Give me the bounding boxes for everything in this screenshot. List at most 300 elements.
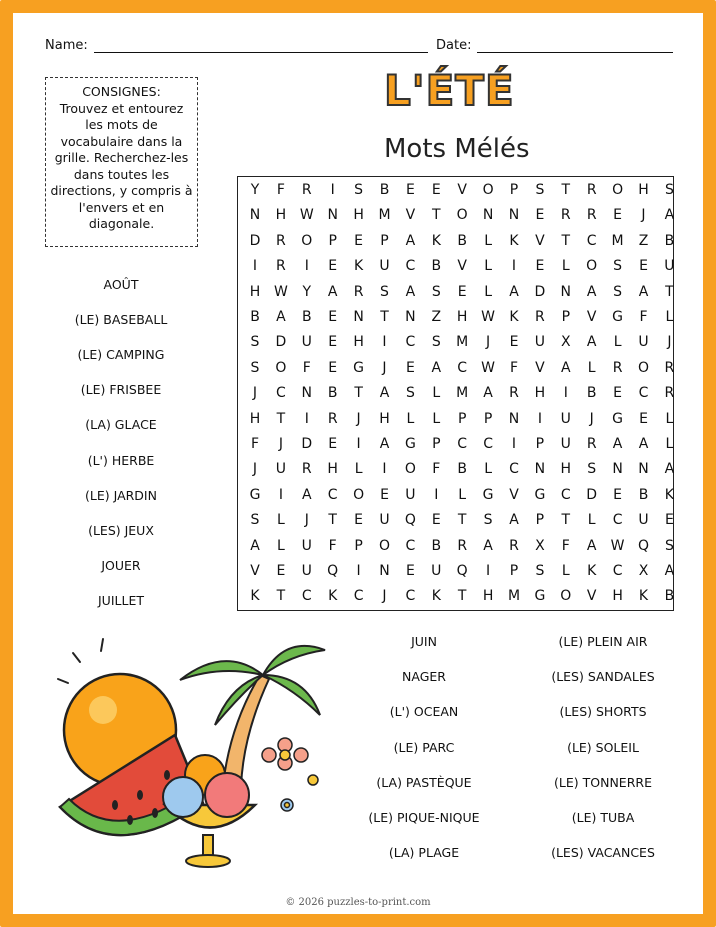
grid-letter[interactable]: R [664,359,675,376]
grid-letter[interactable]: L [276,512,285,529]
grid-letter[interactable]: P [509,563,519,579]
grid-letter[interactable]: M [456,334,469,351]
grid-letter[interactable]: F [328,537,337,554]
grid-letter[interactable]: I [563,385,568,402]
grid-letter[interactable]: H [249,283,261,300]
grid-letter[interactable]: R [560,207,571,224]
grid-letter[interactable]: N [249,207,261,224]
grid-letter[interactable]: G [249,486,261,503]
grid-letter[interactable]: C [560,486,571,503]
grid-letter[interactable]: A [302,486,312,503]
grid-letter[interactable]: A [405,283,416,300]
grid-letter[interactable]: C [405,334,416,351]
grid-letter[interactable]: A [664,207,675,224]
grid-letter[interactable]: V [509,486,519,503]
grid-letter[interactable]: Q [456,563,468,579]
grid-letter[interactable]: I [382,461,387,478]
grid-letter[interactable]: L [613,334,622,351]
grid-letter[interactable]: T [276,588,286,605]
grid-letter[interactable]: R [586,182,597,198]
grid-letter[interactable]: A [664,563,675,579]
grid-letter[interactable]: K [328,588,338,605]
grid-letter[interactable]: C [612,563,623,579]
grid-letter[interactable]: L [484,283,492,300]
grid-letter[interactable]: U [405,486,416,503]
grid-letter[interactable]: C [353,588,364,605]
grid-letter[interactable]: O [612,182,624,198]
grid-letter[interactable]: C [457,359,468,376]
grid-letter[interactable]: U [379,258,390,275]
grid-letter[interactable]: U [638,334,649,351]
grid-letter[interactable]: Y [302,283,312,300]
grid-letter[interactable]: H [327,461,338,478]
grid-letter[interactable]: F [250,436,260,452]
grid-letter[interactable]: H [379,410,390,427]
grid-letter[interactable]: Q [404,512,416,529]
grid-letter[interactable]: E [613,207,623,224]
grid-letter[interactable]: L [484,232,492,249]
grid-letter[interactable]: G [482,486,494,503]
grid-letter[interactable]: L [406,410,415,427]
grid-letter[interactable]: A [586,283,597,300]
grid-letter[interactable]: W [481,359,496,376]
grid-letter[interactable]: H [249,410,261,427]
grid-letter[interactable]: N [405,309,416,325]
grid-letter[interactable]: R [612,359,623,376]
grid-letter[interactable]: E [328,359,338,376]
grid-letter[interactable]: J [589,410,594,427]
grid-letter[interactable]: U [379,512,390,529]
grid-letter[interactable]: L [484,461,492,478]
grid-letter[interactable]: L [587,359,596,376]
name-field[interactable] [94,38,428,53]
grid-letter[interactable]: B [586,385,597,402]
grid-letter[interactable]: E [380,486,389,503]
grid-letter[interactable]: B [301,309,312,325]
grid-letter[interactable]: K [431,232,441,249]
grid-letter[interactable]: A [638,283,649,300]
grid-letter[interactable]: S [483,512,493,529]
grid-letter[interactable]: E [613,486,623,503]
grid-letter[interactable]: O [275,359,287,376]
grid-letter[interactable]: R [457,537,468,554]
grid-letter[interactable]: N [508,207,520,224]
grid-letter[interactable]: B [664,232,675,249]
grid-letter[interactable]: U [301,537,312,554]
grid-letter[interactable]: A [586,334,597,351]
grid-letter[interactable]: B [431,537,442,554]
grid-letter[interactable]: E [405,359,415,376]
grid-letter[interactable]: W [481,309,496,325]
grid-letter[interactable]: G [534,588,546,605]
grid-letter[interactable]: A [509,283,519,300]
grid-letter[interactable]: A [638,436,649,452]
grid-letter[interactable]: E [639,258,648,275]
grid-letter[interactable]: V [250,563,260,579]
grid-letter[interactable]: J [382,588,387,605]
grid-letter[interactable]: S [380,283,389,300]
grid-letter[interactable]: O [353,486,365,503]
grid-letter[interactable]: H [353,334,364,351]
grid-letter[interactable]: R [276,232,286,249]
grid-letter[interactable]: I [537,410,542,427]
grid-letter[interactable]: U [664,258,675,275]
grid-letter[interactable]: V [405,207,416,224]
grid-letter[interactable]: D [586,486,598,503]
grid-letter[interactable]: T [457,512,467,529]
grid-letter[interactable]: I [486,563,491,579]
grid-letter[interactable]: V [457,258,467,275]
grid-letter[interactable]: E [509,334,519,351]
grid-letter[interactable]: C [405,258,416,275]
grid-letter[interactable]: B [327,385,338,402]
grid-letter[interactable]: U [431,563,442,579]
grid-letter[interactable]: I [330,182,335,198]
grid-letter[interactable]: G [534,486,546,503]
grid-letter[interactable]: C [405,537,416,554]
grid-letter[interactable]: N [482,207,494,224]
word-list-item: (LE) PIQUE-NIQUE [368,810,480,825]
grid-letter[interactable]: D [249,232,261,249]
grid-letter[interactable]: E [276,563,286,579]
grid-letter[interactable]: E [354,232,364,249]
grid-letter[interactable]: Y [250,182,260,198]
grid-letter[interactable]: P [354,537,363,554]
grid-letter[interactable]: L [432,410,441,427]
grid-letter[interactable]: U [560,436,571,452]
grid-letter[interactable]: J [356,410,361,427]
grid-letter[interactable]: S [613,283,623,300]
grid-letter[interactable]: T [380,309,389,325]
grid-letter[interactable]: H [612,588,623,605]
grid-letter[interactable]: C [509,461,519,478]
grid-letter[interactable]: A [509,512,519,529]
grid-letter[interactable]: C [483,436,493,452]
grid-letter[interactable]: S [587,461,597,478]
grid-letter[interactable]: B [457,461,467,478]
grid-letter[interactable]: A [431,359,442,376]
grid-letter[interactable]: S [535,182,545,198]
grid-letter[interactable]: R [509,385,519,402]
grid-letter[interactable]: U [534,334,546,351]
grid-letter[interactable]: F [432,461,441,478]
grid-letter[interactable]: N [560,283,572,300]
grid-letter[interactable]: D [301,436,313,452]
grid-letter[interactable]: W [273,283,288,300]
grid-letter[interactable]: A [379,385,390,402]
grid-letter[interactable]: U [275,461,287,478]
grid-letter[interactable]: I [356,563,361,579]
grid-letter[interactable]: E [328,258,338,275]
grid-letter[interactable]: J [641,207,646,224]
grid-letter[interactable]: B [457,232,467,249]
grid-letter[interactable]: T [457,588,467,605]
grid-letter[interactable]: L [276,537,285,554]
grid-letter[interactable]: P [457,410,467,427]
grid-letter[interactable]: T [561,512,571,529]
grid-letter[interactable]: E [457,283,467,300]
grid-letter[interactable]: R [301,461,312,478]
grid-letter[interactable]: N [353,309,364,325]
grid-letter[interactable]: G [404,436,416,452]
grid-letter[interactable]: P [509,182,519,198]
grid-letter[interactable]: A [483,537,493,554]
grid-letter[interactable]: R [353,283,364,300]
grid-letter[interactable]: S [250,359,260,376]
grid-letter[interactable]: I [434,486,439,503]
word-list-item: JUILLET [98,592,144,608]
grid-letter[interactable]: Q [327,563,339,579]
grid-letter[interactable]: M [507,588,521,605]
word-list-item: JOUER [101,557,141,573]
grid-letter[interactable]: F [302,359,311,376]
grid-letter[interactable]: V [586,309,597,325]
grid-letter[interactable]: U [560,410,571,427]
grid-letter[interactable]: K [509,309,519,325]
grid-letter[interactable]: V [535,359,545,376]
grid-letter[interactable]: M [456,385,469,402]
grid-letter[interactable]: E [613,385,623,402]
grid-letter[interactable]: I [278,486,283,503]
grid-letter[interactable]: C [586,232,597,249]
grid-letter[interactable]: A [250,537,260,554]
grid-letter[interactable]: E [664,512,674,529]
grid-letter[interactable]: K [250,588,260,605]
grid-letter[interactable]: J [382,359,387,376]
grid-letter[interactable]: O [456,207,468,224]
grid-letter[interactable]: P [328,232,337,249]
grid-letter[interactable]: G [612,410,624,427]
grid-letter[interactable]: E [431,182,441,198]
grid-letter[interactable]: P [380,232,389,249]
grid-letter[interactable]: F [639,309,648,325]
grid-letter[interactable]: S [664,182,674,198]
grid-letter[interactable]: R [327,410,338,427]
grid-letter[interactable]: Q [637,537,650,554]
grid-letter[interactable]: S [664,537,674,554]
grid-letter[interactable]: L [665,309,674,325]
grid-letter[interactable]: H [482,588,494,605]
grid-letter[interactable]: I [304,410,309,427]
grid-letter[interactable]: T [328,512,337,529]
grid-letter[interactable]: O [378,537,391,554]
grid-letter[interactable]: F [509,359,519,376]
word-list-item: (LE) FRISBEE [80,382,162,398]
word-list-item: (LE) PLEIN AIR [558,634,648,649]
grid-letter[interactable]: B [250,309,260,325]
grid-letter[interactable]: N [301,385,313,402]
grid-letter[interactable]: S [354,182,364,198]
grid-letter[interactable]: P [483,410,493,427]
grid-letter[interactable]: L [561,258,570,275]
grid-letter[interactable]: L [561,563,570,579]
grid-letter[interactable]: E [535,207,545,224]
grid-letter[interactable]: A [586,537,597,554]
grid-letter[interactable]: S [250,512,260,529]
grid-letter[interactable]: B [379,182,390,198]
grid-letter[interactable]: E [328,309,338,325]
grid-letter[interactable]: I [382,334,387,351]
grid-letter[interactable]: S [613,258,623,275]
grid-letter[interactable]: E [354,512,364,529]
grid-letter[interactable]: X [535,537,545,554]
grid-letter[interactable]: R [509,537,519,554]
grid-letter[interactable]: M [378,207,391,224]
grid-letter[interactable]: N [379,563,390,579]
grid-letter[interactable]: I [252,258,258,275]
grid-letter[interactable]: V [586,588,597,605]
grid-letter[interactable]: A [276,309,286,325]
grid-letter[interactable]: X [561,334,571,351]
grid-letter[interactable]: R [535,309,545,325]
grid-letter[interactable]: S [431,334,441,351]
grid-letter[interactable]: B [431,258,442,275]
grid-letter[interactable]: I [304,258,309,275]
grid-letter[interactable]: V [457,182,467,198]
grid-letter[interactable]: N [638,461,649,478]
grid-letter[interactable]: T [432,207,441,224]
grid-letter[interactable]: A [405,232,416,249]
grid-letter[interactable]: D [275,334,287,351]
grid-letter[interactable]: I [511,258,517,275]
grid-letter[interactable]: F [561,537,570,554]
grid-letter[interactable]: K [431,588,441,605]
date-field[interactable] [477,38,673,53]
grid-letter[interactable]: S [431,283,441,300]
grid-letter[interactable]: H [638,182,649,198]
grid-letter[interactable]: S [405,385,415,402]
grid-letter[interactable]: D [534,283,546,300]
grid-letter[interactable]: E [431,512,441,529]
grid-letter[interactable]: L [484,258,492,275]
grid-letter[interactable]: U [638,512,649,529]
grid-letter[interactable]: C [612,512,623,529]
grid-letter[interactable]: O [560,588,572,605]
grid-letter[interactable]: L [458,486,467,503]
grid-letter[interactable]: R [586,436,597,452]
grid-letter[interactable]: E [535,258,545,275]
grid-letter[interactable]: G [353,359,365,376]
grid-letter[interactable]: H [275,207,287,224]
grid-letter[interactable]: L [665,436,674,452]
grid-letter[interactable]: C [327,486,338,503]
grid-letter[interactable]: U [301,334,312,351]
grid-letter[interactable]: E [405,182,415,198]
grid-letter[interactable]: L [587,512,596,529]
grid-letter[interactable]: C [638,385,649,402]
grid-letter[interactable]: R [276,258,286,275]
grid-letter[interactable]: J [486,334,491,351]
grid-letter[interactable]: K [664,486,674,503]
grid-letter[interactable]: N [534,461,546,478]
grid-letter[interactable]: P [535,512,545,529]
grid-letter[interactable]: S [250,334,260,351]
grid-letter[interactable]: H [353,207,364,224]
grid-letter[interactable]: K [354,258,364,275]
grid-letter[interactable]: A [327,283,338,300]
grid-letter[interactable]: J [252,385,258,402]
grid-letter[interactable]: N [612,461,623,478]
grid-letter[interactable]: F [276,182,285,198]
grid-letter[interactable]: O [637,359,650,376]
grid-letter[interactable]: J [304,512,309,529]
grid-letter[interactable]: C [301,588,312,605]
grid-letter[interactable]: K [587,563,597,579]
word-list-item: (LA) PLAGE [388,845,460,861]
grid-letter[interactable]: I [511,436,517,452]
grid-letter[interactable]: G [612,309,624,325]
grid-letter[interactable]: K [638,588,649,605]
grid-letter[interactable]: R [664,385,675,402]
grid-letter[interactable]: K [509,232,519,249]
grid-letter[interactable]: A [379,436,390,452]
grid-letter[interactable]: H [456,309,468,325]
grid-letter[interactable]: L [354,461,363,478]
grid-letter[interactable]: W [299,207,314,224]
grid-letter[interactable]: E [405,563,415,579]
grid-letter[interactable]: N [327,207,338,224]
grid-letter[interactable]: E [328,334,338,351]
grid-letter[interactable]: B [664,588,675,605]
grid-letter[interactable]: T [354,385,363,402]
grid-letter[interactable]: P [432,436,441,452]
grid-letter[interactable]: B [638,486,649,503]
grid-letter[interactable]: M [611,232,624,249]
grid-letter[interactable]: T [561,182,571,198]
grid-letter[interactable]: P [561,309,571,325]
grid-letter[interactable]: R [301,182,312,198]
grid-letter[interactable]: N [508,410,520,427]
word-list-item: (LES) JEUX [88,522,154,538]
grid-letter[interactable]: T [276,410,286,427]
grid-letter[interactable]: T [665,283,674,300]
grid-letter[interactable]: L [432,385,441,402]
grid-letter[interactable]: A [561,359,571,376]
grid-letter[interactable]: X [638,563,649,579]
grid-letter[interactable]: U [301,563,312,579]
grid-letter[interactable]: H [560,461,572,478]
grid-letter[interactable]: A [483,385,493,402]
grid-letter[interactable]: Z [638,232,649,249]
grid-letter[interactable]: S [535,563,545,579]
grid-letter[interactable]: O [301,232,313,249]
grid-letter[interactable]: O [586,258,598,275]
grid-letter[interactable]: V [535,232,545,249]
grid-letter[interactable]: T [561,232,571,249]
grid-letter[interactable]: L [665,410,674,427]
grid-letter[interactable]: C [276,385,286,402]
grid-letter[interactable]: W [610,537,625,554]
grid-letter[interactable]: J [252,461,258,478]
grid-letter[interactable]: Z [431,309,442,325]
grid-letter[interactable]: O [404,461,416,478]
grid-letter[interactable]: O [482,182,494,198]
grid-letter[interactable]: I [356,436,361,452]
grid-letter[interactable]: C [405,588,416,605]
grid-letter[interactable]: A [664,461,675,478]
grid-letter[interactable]: E [328,436,338,452]
grid-letter[interactable]: E [639,410,648,427]
grid-letter[interactable]: J [667,334,672,351]
word-list-item: AOÛT [103,277,139,292]
word-search-grid[interactable] [237,176,674,611]
grid-letter[interactable]: R [586,207,597,224]
grid-letter[interactable]: C [457,436,468,452]
grid-letter[interactable]: H [534,385,546,402]
grid-letter[interactable]: P [535,436,545,452]
grid-letter[interactable]: A [612,436,623,452]
grid-letter[interactable]: J [278,436,283,452]
